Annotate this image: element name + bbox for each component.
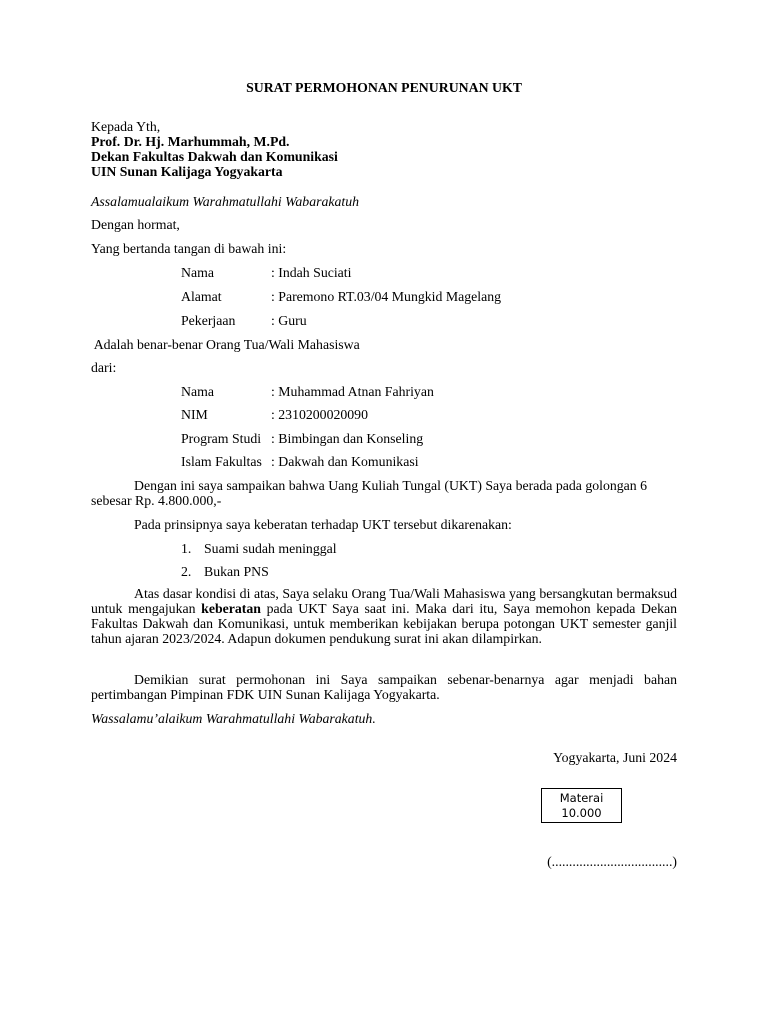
materai-stamp-box — [541, 788, 622, 823]
parent-job-label: Pekerjaan — [181, 313, 236, 328]
paragraph-ukt-text: Dengan ini saya sampaikan bahwa Uang Kuliah Tungal (UKT) Saya berada pada golongan 6 sebesar Rp. 4.800.000,- — [91, 478, 648, 508]
student-nim-value: : 2310200020090 — [271, 407, 368, 422]
parent-statement: Adalah benar-benar Orang Tua/Wali Mahasiswa — [91, 337, 360, 352]
reason-number: 1. — [181, 541, 192, 556]
student-program-row — [0, 431, 768, 446]
reason-text: Bukan PNS — [204, 564, 269, 579]
student-name-label: Nama — [181, 384, 214, 399]
recipient-position: Dekan Fakultas Dakwah dan Komunikasi — [91, 149, 338, 164]
reason-item — [0, 564, 768, 579]
reason-text: Suami sudah meninggal — [204, 541, 337, 556]
reason-number: 2. — [181, 564, 192, 579]
letter-title: SURAT PERMOHONAN PENURUNAN UKT — [246, 80, 522, 95]
paragraph-request-before: Atas dasar kondisi di atas, Saya selaku Orang Tua/Wali Mahasiswa yang bersangkutan bermaksud untuk mengajukan — [91, 586, 677, 616]
student-nim-label: NIM — [181, 407, 208, 422]
dengan-hormat: Dengan hormat, — [91, 217, 180, 232]
signer-intro: Yang bertanda tangan di bawah ini: — [91, 241, 287, 256]
parent-job-value: : Guru — [271, 313, 307, 328]
parent-address-label: Alamat — [181, 289, 222, 304]
paragraph-objection-intro — [91, 517, 677, 532]
student-name-value: : Muhammad Atnan Fahriyan — [271, 384, 434, 399]
student-faculty-row — [0, 454, 768, 469]
place-date: Yogyakarta, Juni 2024 — [553, 750, 677, 765]
student-nim-row — [0, 407, 768, 422]
paragraph-ukt-statement — [91, 478, 677, 508]
parent-address-value: : Paremono RT.03/04 Mungkid Magelang — [271, 289, 501, 304]
parent-job-row — [0, 313, 768, 328]
stamp-label: Materai — [559, 791, 604, 805]
student-faculty-value: : Dakwah dan Komunikasi — [271, 454, 419, 469]
parent-address-row — [0, 289, 768, 304]
student-faculty-label: Islam Fakultas — [181, 454, 262, 469]
recipient-institution: UIN Sunan Kalijaga Yogyakarta — [91, 164, 283, 179]
paragraph-closing — [91, 672, 677, 702]
paragraph-objection-text: Pada prinsipnya saya keberatan terhadap UKT tersebut dikarenakan: — [134, 517, 512, 532]
reason-item — [0, 541, 768, 556]
student-program-label: Program Studi — [181, 431, 262, 446]
parent-name-label: Nama — [181, 265, 214, 280]
dari-label: dari: — [91, 360, 117, 375]
student-name-row — [0, 384, 768, 399]
parent-name-value: : Indah Suciati — [271, 265, 352, 280]
paragraph-request-bold: keberatan — [201, 601, 261, 616]
paragraph-closing-text: Demikian surat permohonan ini Saya sampaikan sebenar-benarnya agar menjadi bahan pertimbangan Pimpinan FDK UIN Sunan Kalijaga Yogyakarta. — [91, 672, 677, 702]
stamp-value: 10.000 — [561, 806, 602, 820]
signature-line: (...................................) — [547, 854, 677, 869]
student-program-value: : Bimbingan dan Konseling — [271, 431, 424, 446]
paragraph-request — [91, 586, 677, 646]
parent-name-row — [0, 265, 768, 280]
salam-closing: Wassalamu’alaikum Warahmatullahi Wabarakatuh. — [91, 711, 376, 726]
recipient-name: Prof. Dr. Hj. Marhummah, M.Pd. — [91, 134, 290, 149]
recipient-greeting: Kepada Yth, — [91, 119, 161, 134]
paragraph-request-after: pada UKT Saya saat ini. Maka dari itu, Saya memohon kepada Dekan Fakultas Dakwah dan Komunikasi, untuk memberikan kebijakan berupa potongan UKT semester ganjil tahun ajaran 2023/2024. Adapun dokumen pendukung surat ini akan dilampirkan. — [91, 601, 677, 646]
salam-opening: Assalamualaikum Warahmatullahi Wabarakatuh — [91, 194, 360, 209]
